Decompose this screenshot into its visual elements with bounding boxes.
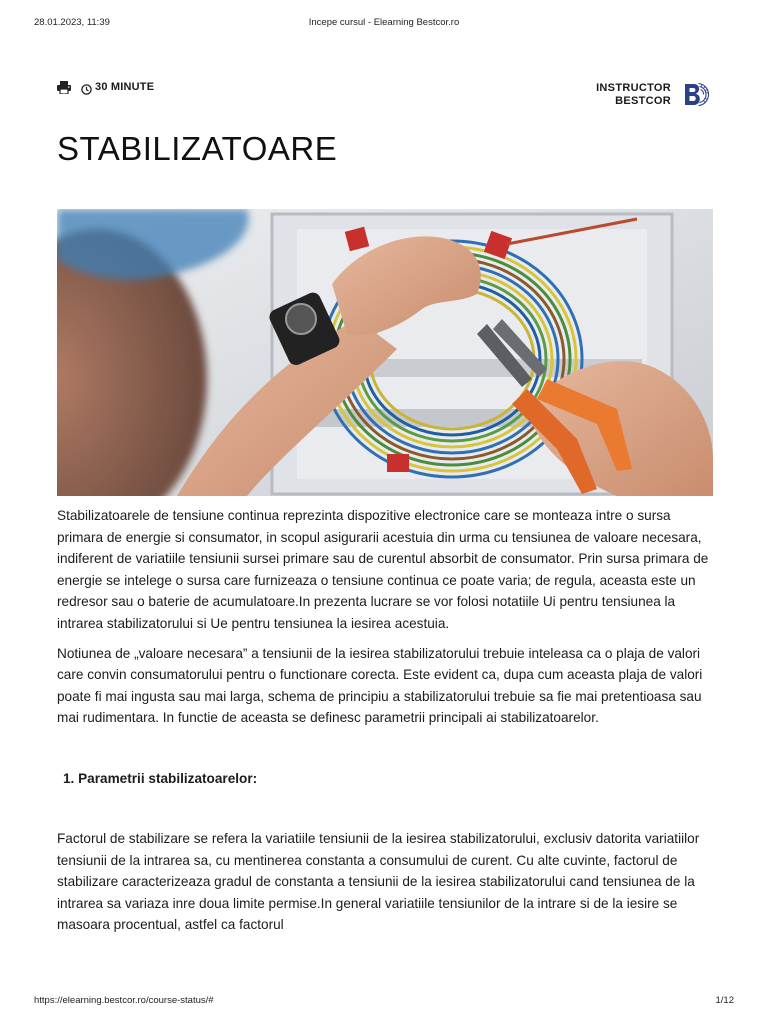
print-footer (0, 995, 768, 1009)
lesson-paragraph-2: Notiunea de „valoare necesara” a tensiunii de la iesirea stabilizatorului trebuie inteleasa ca o plaja de valori care convin consumatorului pentru o functionare corecta. Este evident ca, dupa cum aceasta plaja de valori poate fi mai ingusta sau mai larga, schema de principiu a stabilizatorului trebuie sa fie mai pretentioasa sau mai rudimentara. In functie de aceasta se definesc parametrii principali ai stabilizatoarelor. (57, 645, 703, 726)
lesson-content (57, 505, 713, 944)
print-datetime: 28.01.2023, 11:39 (34, 17, 110, 28)
page-title: STABILIZATOARE (57, 130, 338, 167)
bestcor-logo-icon (683, 81, 710, 108)
print-url: https://elearning.bestcor.ro/course-status/# (34, 995, 214, 1006)
lesson-paragraph-1: Stabilizatoarele de tensiune continua reprezinta dispozitive electronice care se monteaza intre o sursa primara de energie si consumator, in scopul asigurarii acestuia din urma cu tensiunea de valoare necesara, indiferent de variatiile tensiunii sursei primare sau de curentul absorbit de consumator. Prin sursa primara de energie se intelege o sursa care furnizeaza o tensiune continua ce poate varia; de regula, aceasta este un redresor sau o baterie de acumulatoare.In prezenta lucrare se vor folosi notatiile Ui pentru tensiunea la intrarea stabilizatorului si Ue pentru tensiunea la iesirea acestuia. (57, 508, 709, 631)
instructor-line1: INSTRUCTOR (596, 81, 671, 94)
course-duration: 30 MINUTE (95, 81, 155, 93)
print-header (0, 17, 768, 31)
course-meta-bar (57, 79, 154, 95)
instructor-block (596, 81, 710, 108)
instructor-label (596, 82, 671, 108)
lesson-paragraph-3: Factorul de stabilizare se refera la variatiile tensiunii de la iesirea stabilizatorului, exclusiv datorita variatiilor tensiunii de la intrarea sa, cu mentinerea constanta a consumului de curent. Cu alte cuvinte, factorul de stabilizare caracterizeaza gradul de constanta a tensiunii de la iesirea stabilizatorului cand tensiunea de la intrarea sa variaza inre doua limite permise.In general variatiile tensiunilor de la intrare si de la iesire se masoara procentual, astfel ca factorul (57, 830, 700, 933)
instructor-line2: BESTCOR (615, 94, 671, 107)
print-page-number: 1/12 (715, 995, 734, 1006)
printer-icon[interactable] (57, 81, 71, 94)
hero-image (57, 209, 713, 496)
section-heading-parameters: 1. Parametrii stabilizatoarelor: (63, 770, 258, 786)
clock-icon (81, 82, 92, 93)
hero-image-electrician-wiring-icon (57, 209, 713, 496)
print-page-title: Incepe cursul - Elearning Bestcor.ro (308, 17, 460, 28)
